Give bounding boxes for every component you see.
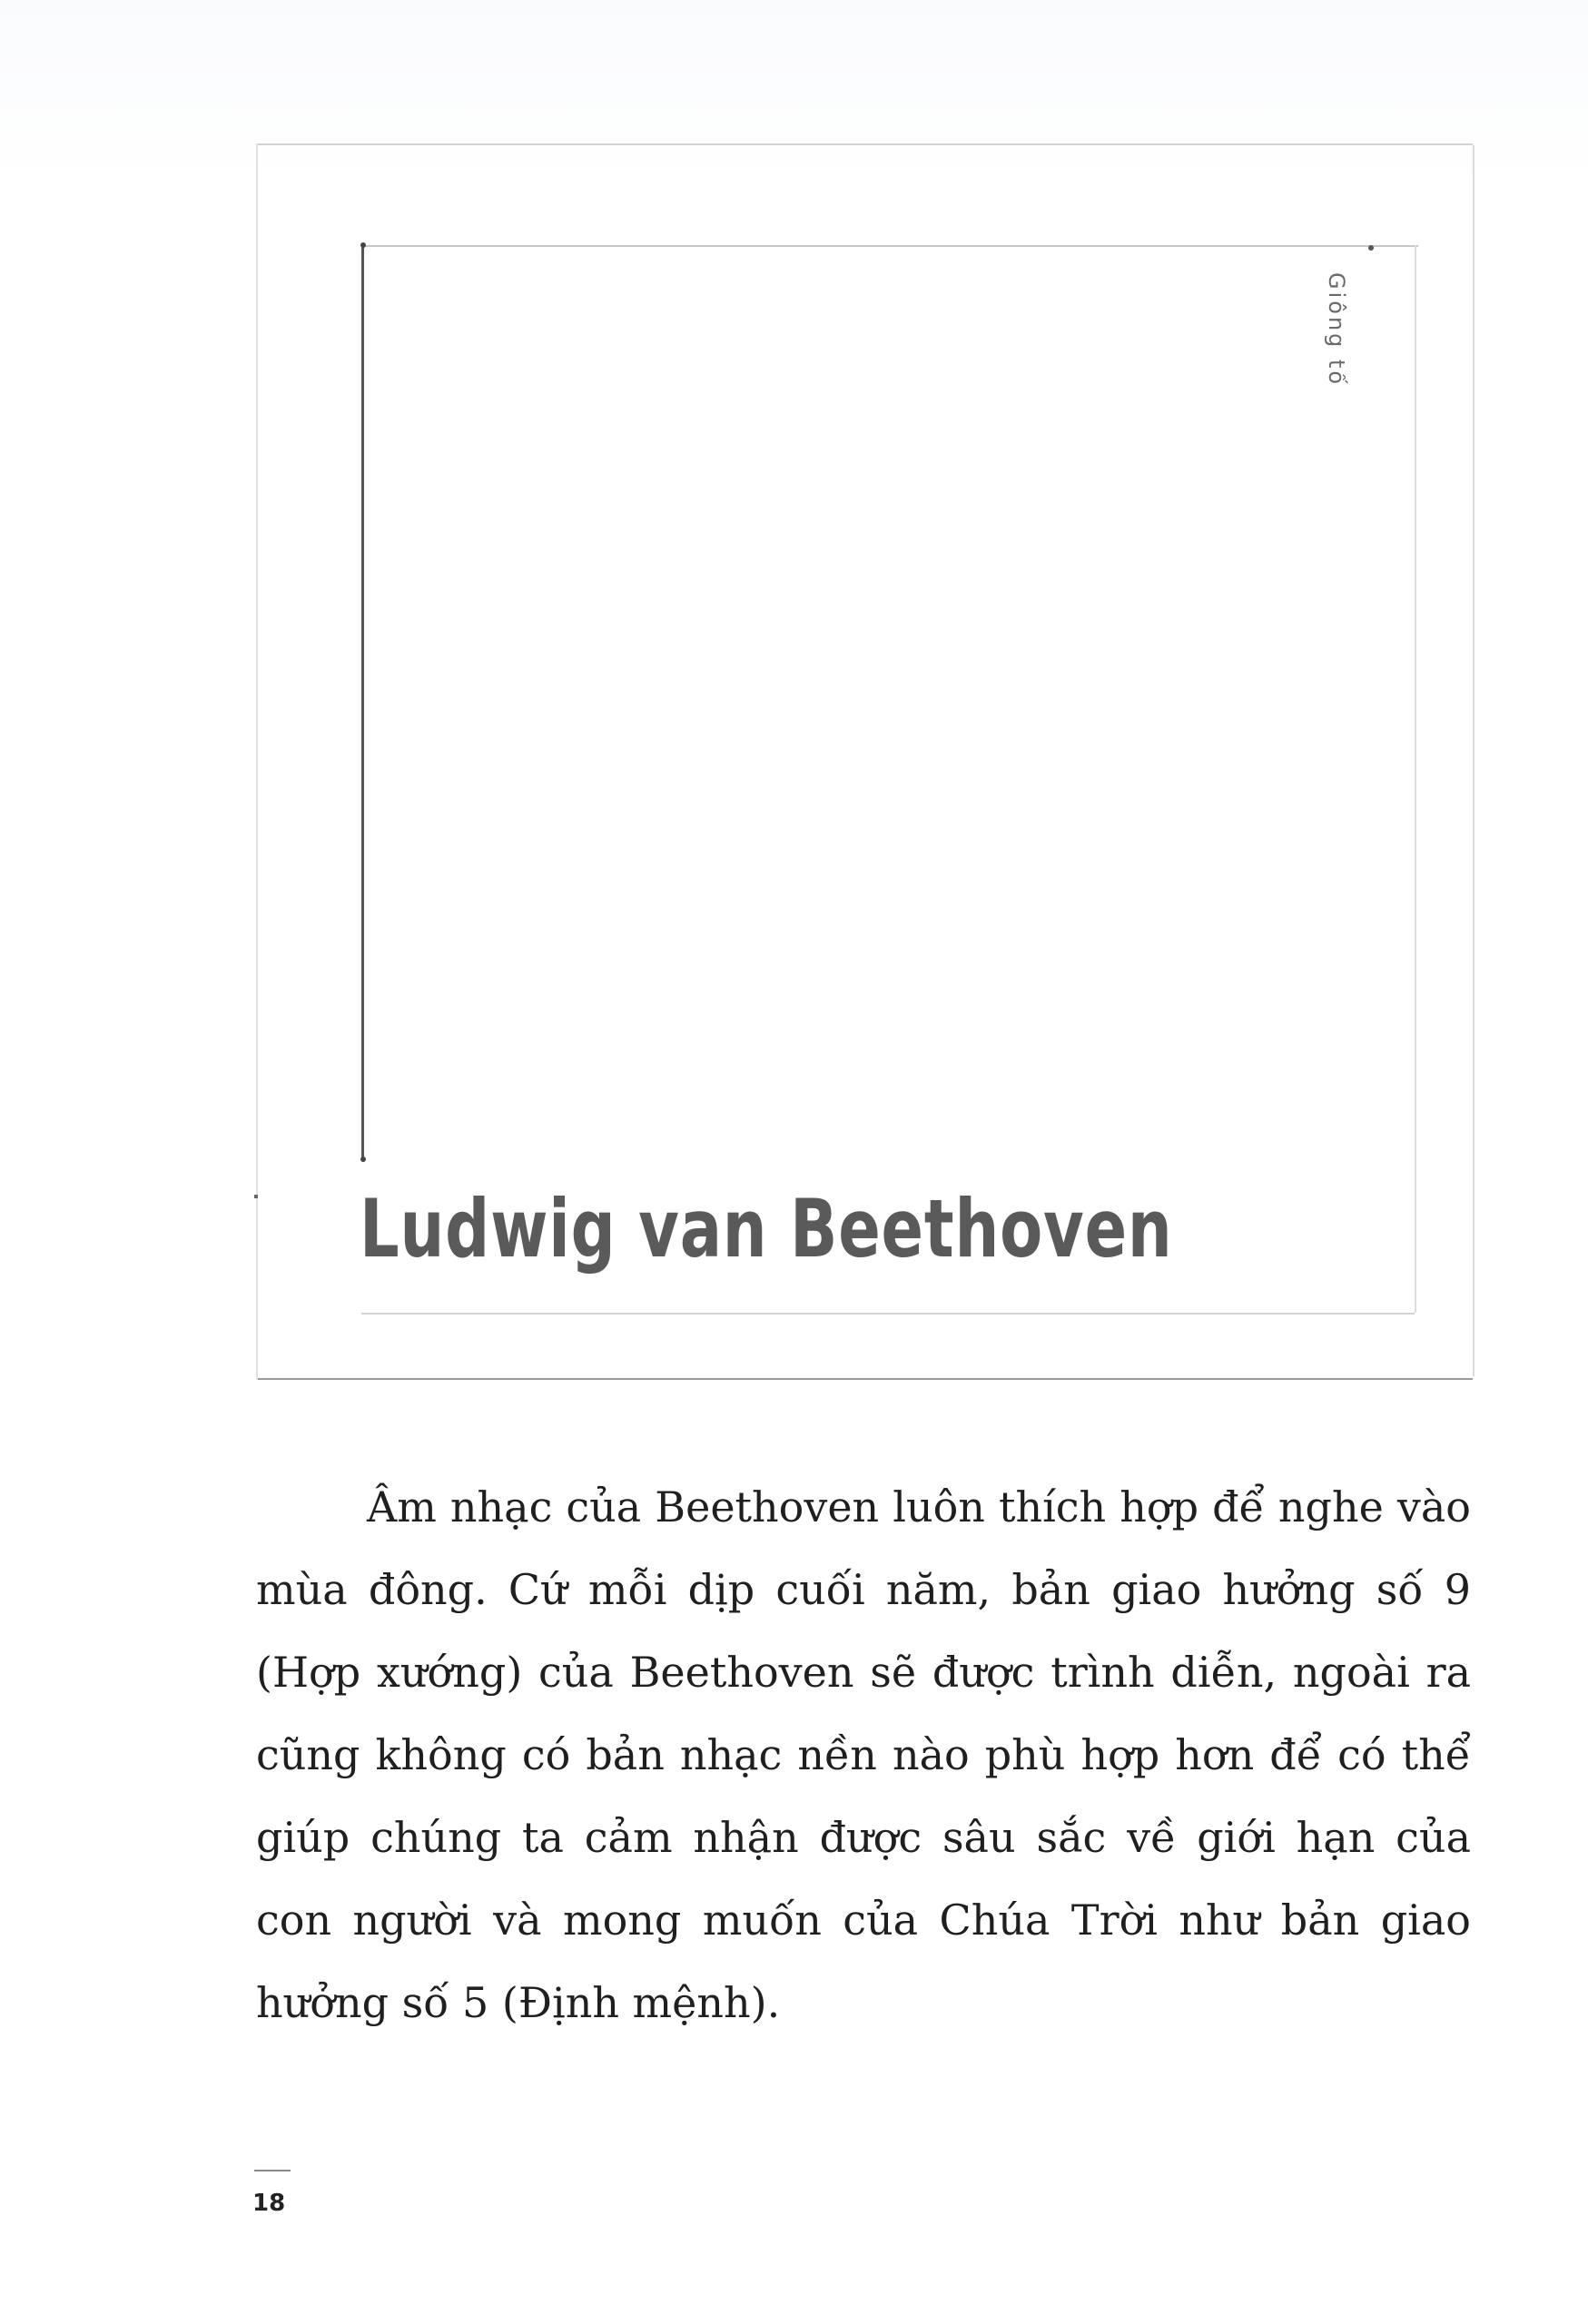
page-number-rule xyxy=(254,2170,291,2171)
page-number: 18 xyxy=(252,2190,286,2217)
inner-frame-right-edge xyxy=(1415,245,1416,1313)
inner-frame-top-edge xyxy=(361,245,1418,247)
inner-frame-bottom-edge xyxy=(361,1313,1415,1315)
frame-tick-mark xyxy=(254,1195,258,1198)
rule-end-dot xyxy=(360,242,366,248)
inner-frame-left-rule xyxy=(361,243,364,1160)
chapter-side-label: Giông tố xyxy=(1324,272,1349,388)
rule-end-dot xyxy=(360,1157,366,1162)
chapter-title: Ludwig van Beethoven xyxy=(360,1182,1173,1275)
outer-frame-right-edge xyxy=(1473,145,1475,1376)
label-marker-dot xyxy=(1368,245,1374,251)
body-paragraph: Âm nhạc của Beethoven luôn thích hợp để nghe vào mùa đông. Cứ mỗi dịp cuối năm, bản giao hưởng số 9 (Hợp xướng) của Beethoven sẽ được trình diễn, ngoài ra cũng không có bản nhạc nền nào phù hợp hơn để có thể giúp chúng ta cảm nhận được sâu sắc về giới hạn của con người và mong muốn của Chúa Trời như bản giao hưởng số 5 (Định mệnh). xyxy=(256,1482,1471,2027)
